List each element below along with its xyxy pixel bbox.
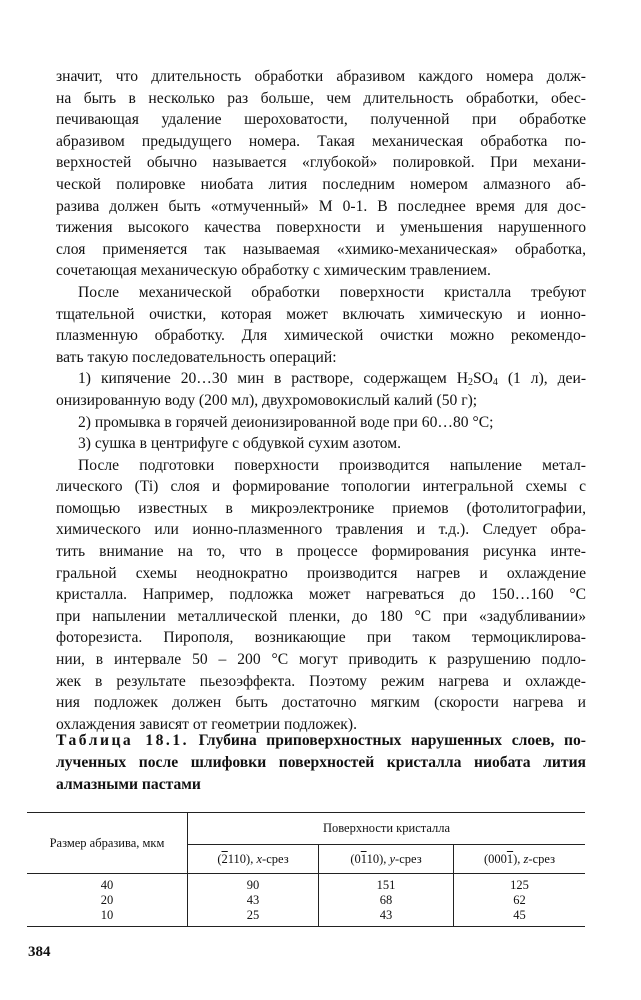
- data-table: [27, 812, 585, 927]
- text-line: абразивом предыдущего номера. Такая механическая обработка по-: [56, 132, 586, 150]
- table-cell: 25: [188, 908, 319, 927]
- table-cell: 62: [513, 893, 526, 907]
- text-line: при напылении металлической пленки, до 180 °С при «задубливании»: [56, 607, 586, 625]
- table-cell: 45: [454, 908, 586, 927]
- column-group-header: Поверхности кристалла: [188, 813, 586, 845]
- caption-line: лученных после шлифовки поверхностей кристалла ниобата лития: [56, 754, 586, 771]
- table-row: [27, 893, 585, 908]
- caption-text: Глубина приповерхностных нарушенных слоев, по-: [198, 732, 586, 749]
- text-line: фоторезиста. Пирополя, возникающие при таком термоциклирова-: [56, 629, 586, 647]
- text-line: 3) сушка в центрифуге с обдувкой сухим азотом.: [78, 435, 402, 453]
- column-header-y-cut: (0110), y-срез: [319, 845, 454, 874]
- table-caption: [56, 730, 586, 796]
- text-line: вать такую последовательность операций:: [56, 348, 337, 366]
- text-line: печивающая удаление шероховатости, полученной при обработке: [56, 111, 586, 129]
- column-header-z-cut: (0001), z-срез: [454, 845, 586, 874]
- table-row: [27, 874, 585, 894]
- table-cell: 90: [188, 874, 319, 894]
- text-line: тижения высокого качества поверхности и уменьшения нарушенного: [56, 219, 586, 237]
- text-line: ния подложек должен быть достаточно мягким (скорости нагрева и: [56, 694, 586, 712]
- caption-label: Таблица 18.1.: [56, 732, 190, 749]
- text-line: нии, в интервале 50 – 200 °С могут приводить к разрушению подло-: [56, 651, 586, 669]
- text-line: разива должен быть «отмученный» М 0-1. В последнее время для дос-: [56, 197, 586, 215]
- text-line: слоя применяется так называемая «химико-механическая» обработка,: [56, 240, 586, 258]
- table-cell: 43: [188, 893, 319, 908]
- table-cell: 68: [319, 893, 454, 908]
- text-line: После подготовки поверхности производится напыление метал-: [78, 456, 586, 474]
- text-line: тить внимание на то, что в процессе формирования рисунка инте-: [56, 543, 586, 561]
- text-line: 2) промывка в горячей деионизированной воде при 60…80 °С;: [78, 413, 494, 431]
- text-line: гральной схемы неоднократно производится нагрев и охлаждение: [56, 564, 586, 582]
- text-line: тщательной очистки, которая может включать химическую и ионно-: [56, 305, 586, 323]
- table-cell: 43: [319, 908, 454, 927]
- column-header-x-cut: (2110), x-срез: [188, 845, 319, 874]
- table-cell: 10: [27, 908, 188, 927]
- text-line: кристалла. Например, подложка может нагреваться до 150…160 °С: [56, 586, 586, 604]
- text-line: на быть в несколько раз больше, чем длительность обработки, обес-: [56, 89, 586, 107]
- column-header-abrasive: Размер абразива, мкм: [27, 813, 188, 874]
- body-text: [56, 66, 586, 735]
- text-line: онизированную воду (200 мл), двухромовокислый калий (50 г);: [56, 391, 478, 409]
- page-number: 384: [28, 944, 51, 960]
- text-line: сочетающая механическую обработку с химическим травлением.: [56, 262, 491, 280]
- table-cell: 151: [319, 874, 454, 894]
- caption-line: [56, 730, 586, 752]
- text-line: жек в результате пьезоэффекта. Поэтому режим нагрева и охлажде-: [56, 672, 586, 690]
- caption-line: алмазными пастами: [56, 776, 201, 793]
- text-line: помощью известных в микроэлектронике приемов (фотолитографии,: [56, 499, 586, 517]
- table-cell: 125: [510, 878, 529, 892]
- table-cell: 40: [27, 874, 188, 894]
- text-line: значит, что длительность обработки абразивом каждого номера долж-: [56, 68, 586, 85]
- text-line: химического или ионно-плазменного травления и т.д.). Следует обра-: [56, 521, 586, 539]
- table-row: [27, 908, 585, 927]
- text-line: лического (Ti) слоя и формирование топологии интегральной схемы с: [56, 478, 586, 496]
- text-line: плазменную обработку. Для химической очистки можно рекомендо-: [56, 327, 586, 345]
- text-line: 1) кипячение 20…30 мин в растворе, содержащем $H_2SO_4$ (1 л), деи-: [78, 370, 587, 389]
- text-line: После механической обработки поверхности кристалла требуют: [78, 283, 586, 301]
- table-cell: 20: [27, 893, 188, 908]
- text-line: ческой полировке ниобата лития последним номером алмазного аб-: [56, 175, 586, 193]
- text-line: охлаждения зависят от геометрии подложек).: [56, 715, 357, 733]
- text-line: верхностей обычно называется «глубокой» полировкой. При механи-: [56, 154, 586, 172]
